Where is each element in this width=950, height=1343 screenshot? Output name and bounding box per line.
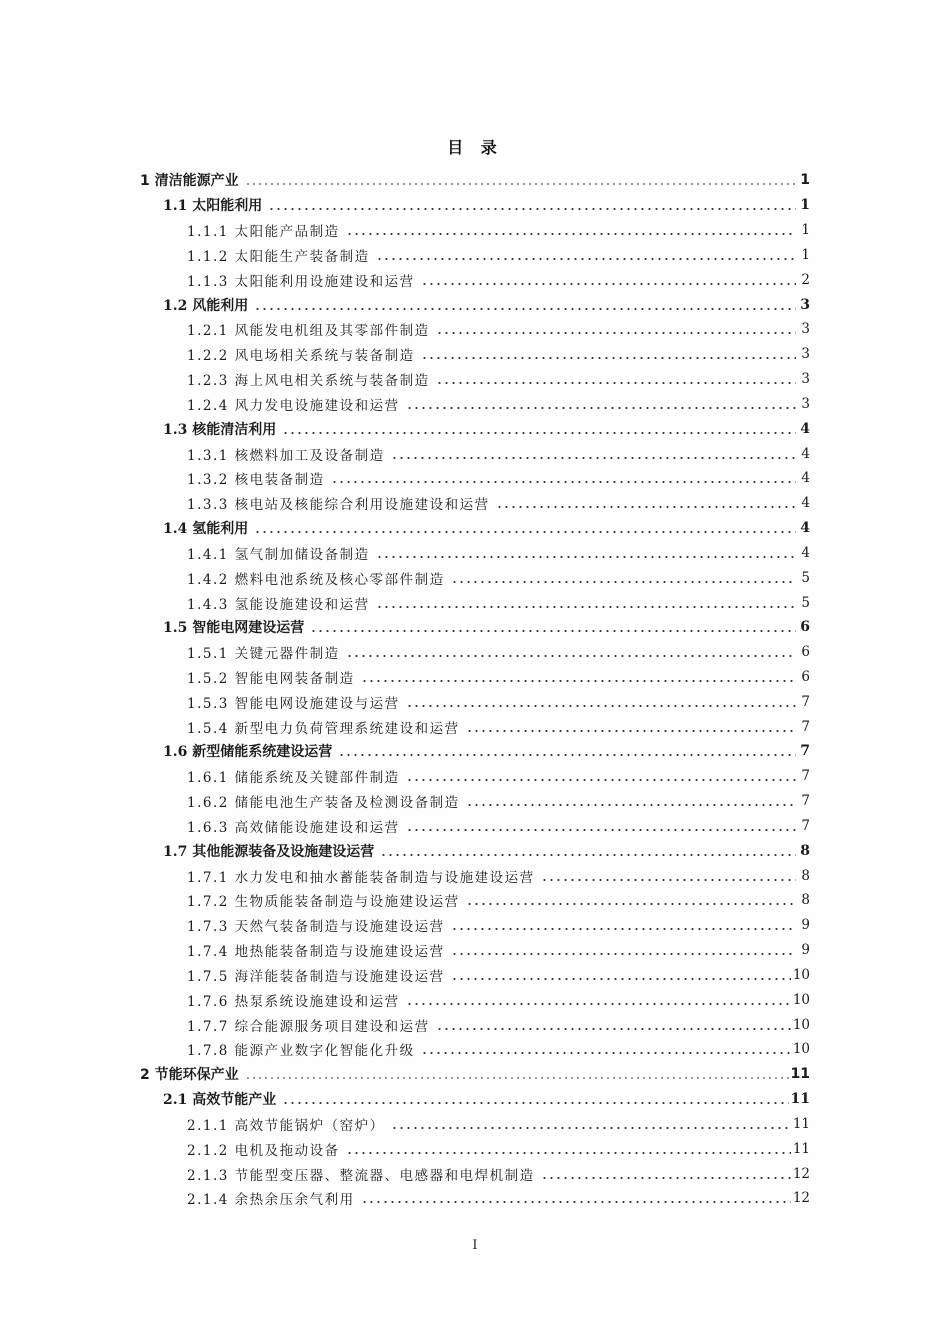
toc-leader-dots <box>451 579 796 585</box>
toc-entry-page: 8 <box>801 867 810 884</box>
toc-entry[interactable] <box>163 416 810 441</box>
toc-entry-page: 10 <box>792 1016 810 1033</box>
toc-entry-label: 1.6.1 储能系统及关键部件制造 <box>187 770 400 787</box>
toc-entry-page: 7 <box>801 817 810 834</box>
toc-entry-label: 1.2.3 海上风电相关系统与装备制造 <box>187 373 430 390</box>
toc-entry-label: 1.4.3 氢能设施建设和运营 <box>187 596 370 613</box>
toc-entry[interactable] <box>187 367 810 392</box>
toc-entry-label: 1.1.3 太阳能利用设施建设和运营 <box>187 273 415 290</box>
toc-leader-dots <box>245 1075 789 1081</box>
toc-entry-page: 2 <box>801 271 810 288</box>
toc-leader-dots <box>254 529 796 535</box>
toc-leader-dots <box>421 1050 791 1056</box>
toc-entry-label: 1.7 其他能源装备及设施建设运营 <box>163 843 375 860</box>
toc-entry[interactable] <box>163 292 810 317</box>
toc-entry-label: 1.2.1 风能发电机组及其零部件制造 <box>187 323 430 340</box>
toc-entry-page: 12 <box>792 1165 810 1182</box>
page-title: 目 录 <box>447 138 503 157</box>
toc-entry-page: 7 <box>801 768 810 785</box>
toc-entry-label: 2.1.3 节能型变压器、整流器、电感器和电焊机制造 <box>187 1167 535 1184</box>
toc-entry-label: 1.6.2 储能电池生产装备及检测设备制造 <box>187 795 460 812</box>
page-number: I <box>472 1238 478 1253</box>
toc-leader-dots <box>451 951 796 957</box>
toc-entry-label: 2.1.1 高效节能锅炉（窑炉） <box>187 1117 385 1134</box>
toc-entry-label: 2.1.2 电机及拖动设备 <box>187 1142 340 1159</box>
toc-leader-dots <box>268 206 796 212</box>
toc-entry-label: 1.7.5 海洋能装备制造与设施建设运营 <box>187 968 445 985</box>
toc-leader-dots <box>496 504 796 510</box>
toc-entry[interactable] <box>163 615 810 640</box>
toc-entry[interactable] <box>187 1136 810 1161</box>
toc-entry-label: 1.6.3 高效储能设施建设和运营 <box>187 819 400 836</box>
toc-entry[interactable] <box>187 764 810 789</box>
toc-entry-page: 6 <box>801 644 810 661</box>
toc-entry-label: 1.5.4 新型电力负荷管理系统建设和运营 <box>187 720 460 737</box>
toc-leader-dots <box>406 703 796 709</box>
toc-entry-page: 1 <box>801 222 810 239</box>
toc-entry[interactable] <box>187 218 810 243</box>
toc-entry[interactable] <box>140 1062 810 1087</box>
toc-entry-page: 6 <box>800 619 810 636</box>
toc-leader-dots <box>466 802 796 808</box>
toc-entry[interactable] <box>187 342 810 367</box>
toc-entry[interactable] <box>187 814 810 839</box>
toc-leader-dots <box>331 479 796 485</box>
toc-leader-dots <box>380 852 796 858</box>
toc-leader-dots <box>346 653 796 659</box>
toc-leader-dots <box>376 604 796 610</box>
toc-entry-page: 1 <box>800 172 810 189</box>
toc-entry-page: 10 <box>792 991 810 1008</box>
toc-leader-dots <box>346 231 796 237</box>
toc-leader-dots <box>361 1199 791 1205</box>
toc-entry-label: 1.7.4 地热能装备制造与设施建设运营 <box>187 944 445 961</box>
toc-entry-label: 1.2 风能利用 <box>163 297 249 314</box>
toc-entry-page: 4 <box>801 445 810 462</box>
toc-entry[interactable] <box>187 963 810 988</box>
toc-entry[interactable] <box>187 441 810 466</box>
toc-leader-dots <box>541 1175 791 1181</box>
toc-entry-page: 4 <box>801 495 810 512</box>
toc-leader-dots <box>391 455 796 461</box>
toc-entry-label: 1.7.8 能源产业数字化智能化升级 <box>187 1043 415 1060</box>
toc-entry-label: 1.4.1 氢气制加储设备制造 <box>187 546 370 563</box>
toc-leader-dots <box>436 1026 791 1032</box>
toc-entry[interactable] <box>163 739 810 764</box>
toc-entry[interactable] <box>187 317 810 342</box>
toc-entry-page: 4 <box>801 470 810 487</box>
toc-entry-label: 1.7.1 水力发电和抽水蓄能装备制造与设施建设运营 <box>187 869 535 886</box>
toc-entry-label: 2.1 高效节能产业 <box>163 1092 277 1109</box>
toc-entry-page: 3 <box>801 321 810 338</box>
toc-entry[interactable] <box>187 789 810 814</box>
toc-entry-label: 1.2.4 风力发电设施建设和运营 <box>187 397 400 414</box>
toc-entry-label: 1.3.1 核燃料加工及设备制造 <box>187 447 385 464</box>
toc-leader-dots <box>406 827 796 833</box>
toc-entry-page: 10 <box>792 1041 810 1058</box>
toc-entry-label: 1.5.3 智能电网设施建设与运营 <box>187 695 400 712</box>
toc-entry[interactable] <box>163 838 810 863</box>
toc-entry[interactable] <box>140 168 810 193</box>
toc-entry-page: 8 <box>801 892 810 909</box>
toc-entry-page: 4 <box>801 544 810 561</box>
toc-entry-page: 6 <box>801 669 810 685</box>
toc-entry-page: 1 <box>800 197 810 214</box>
toc-entry-page: 5 <box>801 594 810 611</box>
toc-entry[interactable] <box>163 193 810 218</box>
toc-entry-label: 1.5.2 智能电网装备制造 <box>187 671 355 687</box>
toc-entry[interactable] <box>187 938 810 963</box>
toc-entry-label: 1 清洁能源产业 <box>140 173 239 190</box>
toc-entry-page: 11 <box>790 1091 810 1108</box>
toc-entry-label: 1.3 核能清洁利用 <box>163 421 277 438</box>
toc-leader-dots <box>391 1125 791 1131</box>
toc-entry-label: 1.1.1 太阳能产品制造 <box>187 224 340 241</box>
toc-entry-label: 1.5.1 关键元器件制造 <box>187 646 340 663</box>
toc-entry-label: 1.7.6 热泵系统设施建设和运营 <box>187 993 400 1010</box>
toc-leader-dots <box>406 777 796 783</box>
toc-entry-label: 1.4.2 燃料电池系统及核心零部件制造 <box>187 571 445 588</box>
toc-leader-dots <box>451 976 791 982</box>
toc-leader-dots <box>421 355 796 361</box>
toc-entry-label: 1.3.2 核电装备制造 <box>187 472 325 489</box>
toc-entry-label: 1.7.7 综合能源服务项目建设和运营 <box>187 1018 430 1035</box>
toc-entry[interactable] <box>187 1161 810 1186</box>
toc-leader-dots <box>361 678 796 684</box>
toc-entry-page: 11 <box>790 1066 810 1083</box>
toc-entry-page: 11 <box>792 1140 810 1157</box>
toc-entry-label: 2 节能环保产业 <box>140 1067 239 1084</box>
toc-entry[interactable] <box>187 665 810 690</box>
toc-leader-dots <box>245 181 796 187</box>
toc-entry-page: 7 <box>801 793 810 810</box>
toc-entry-label: 1.7.2 生物质能装备制造与设施建设运营 <box>187 894 460 911</box>
toc-leader-dots <box>310 628 796 634</box>
toc-leader-dots <box>346 1150 791 1156</box>
toc-entry[interactable] <box>187 242 810 267</box>
toc-entry[interactable] <box>187 714 810 739</box>
toc-entry[interactable] <box>163 516 810 541</box>
toc-entry[interactable] <box>187 913 810 938</box>
toc-entry-label: 1.7.3 天然气装备制造与设施建设运营 <box>187 919 445 936</box>
toc-leader-dots <box>466 728 796 734</box>
toc-leader-dots <box>282 430 796 436</box>
toc-entry[interactable] <box>163 1087 810 1112</box>
toc-entry[interactable] <box>187 640 810 665</box>
toc-entry-page: 1 <box>801 246 810 263</box>
toc-entry-page: 4 <box>800 420 810 437</box>
toc-entry-label: 1.6 新型储能系统建设运营 <box>163 744 333 761</box>
toc-leader-dots <box>282 1100 788 1106</box>
toc-entry-page: 7 <box>800 743 810 760</box>
toc-entry[interactable] <box>187 689 810 714</box>
toc-entry-page: 12 <box>792 1190 810 1207</box>
toc-entry-label: 1.3.3 核电站及核能综合利用设施建设和运营 <box>187 497 490 514</box>
toc-leader-dots <box>406 405 796 411</box>
toc-leader-dots <box>541 877 796 883</box>
toc-entry-page: 3 <box>801 346 810 363</box>
toc-entry-page: 3 <box>801 395 810 412</box>
toc-entry[interactable] <box>187 1186 810 1211</box>
toc-entry-page: 11 <box>792 1115 810 1132</box>
toc-entry-page: 9 <box>801 917 810 934</box>
toc-entry-page: 4 <box>800 520 810 537</box>
toc-entry[interactable] <box>187 391 810 416</box>
toc-entry-page: 3 <box>800 296 810 313</box>
toc-leader-dots <box>436 330 796 336</box>
toc-entry[interactable] <box>187 267 810 292</box>
toc-entry-label: 1.5 智能电网建设运营 <box>163 620 305 637</box>
toc-leader-dots <box>376 554 796 560</box>
toc-leader-dots <box>254 306 796 312</box>
toc-entry-label: 2.1.4 余热余压余气利用 <box>187 1192 355 1209</box>
toc-entry[interactable] <box>187 987 810 1012</box>
toc-entry-label: 1.2.2 风电场相关系统与装备制造 <box>187 348 415 365</box>
toc-leader-dots <box>436 380 796 386</box>
toc-entry[interactable] <box>187 466 810 491</box>
toc-entry-page: 7 <box>801 693 810 710</box>
toc-entry-page: 3 <box>801 371 810 388</box>
toc-entry[interactable] <box>187 565 810 590</box>
toc-entry[interactable] <box>187 863 810 888</box>
toc-entry[interactable] <box>187 590 810 615</box>
toc-entry[interactable] <box>187 491 810 516</box>
toc-leader-dots <box>376 256 796 262</box>
toc-entry-page: 10 <box>792 966 810 983</box>
toc-leader-dots <box>466 901 796 907</box>
toc-entry-page: 9 <box>801 942 810 959</box>
toc-entry[interactable] <box>187 1112 810 1137</box>
toc-entry[interactable] <box>187 888 810 913</box>
toc-entry-page: 7 <box>801 718 810 735</box>
toc-entry[interactable] <box>187 1037 810 1062</box>
toc-entry[interactable] <box>187 540 810 565</box>
toc-entry-page: 8 <box>800 842 810 859</box>
toc-entry-page: 5 <box>801 569 810 586</box>
toc-entry-label: 1.4 氢能利用 <box>163 521 249 538</box>
toc-entry-label: 1.1.2 太阳能生产装备制造 <box>187 248 370 265</box>
toc-entry-label: 1.1 太阳能利用 <box>163 198 263 215</box>
toc-entry[interactable] <box>187 1012 810 1037</box>
toc-leader-dots <box>421 281 796 287</box>
toc-leader-dots <box>406 1001 791 1007</box>
toc-leader-dots <box>338 752 796 758</box>
toc-leader-dots <box>451 926 796 932</box>
